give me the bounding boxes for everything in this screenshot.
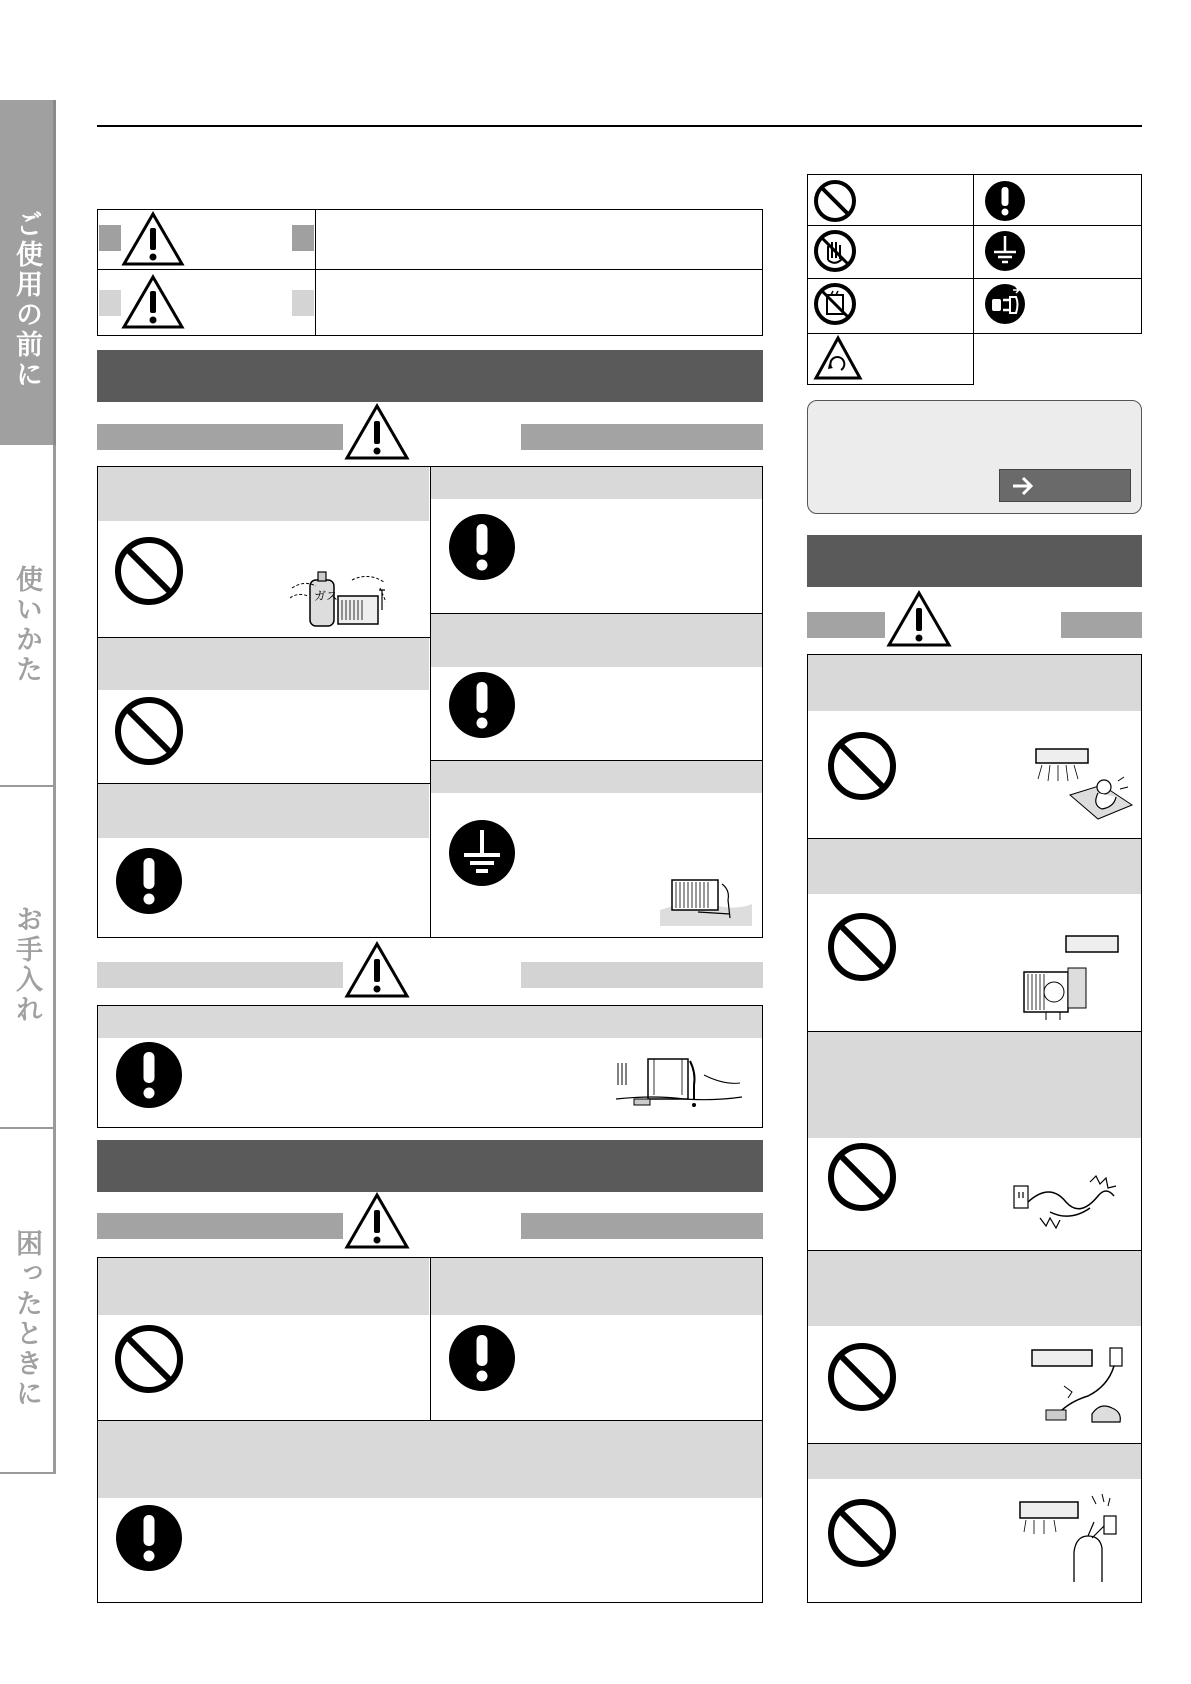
exclamation-circle-icon — [114, 1503, 184, 1573]
no-touch-icon — [813, 229, 857, 273]
side-tab-label: 困ったときに — [11, 1229, 42, 1409]
side-tab-troubleshooting[interactable] — [0, 1129, 56, 1474]
prohibition-circle-icon — [113, 535, 185, 607]
cell-header — [98, 784, 429, 838]
cell-header — [98, 638, 429, 690]
cell-header — [808, 1032, 1141, 1138]
legend-row-divider — [807, 278, 1142, 279]
exclamation-circle-icon — [983, 179, 1027, 223]
side-tab-how-to-use[interactable] — [0, 445, 56, 787]
outdoor-unit-ground-illustration — [658, 870, 754, 928]
warning-triangle-icon — [344, 1192, 410, 1250]
cell-header — [98, 1006, 762, 1038]
warning-triangle-icon — [121, 274, 185, 330]
exclamation-circle-icon — [447, 670, 517, 740]
side-tab-care[interactable] — [0, 787, 56, 1129]
cell-header — [431, 614, 762, 667]
legend-row-divider — [807, 225, 1142, 226]
warning-header-bar — [521, 1213, 763, 1239]
warning-header-bar — [807, 612, 885, 638]
warning-level-swatch — [292, 225, 314, 251]
cell-header — [808, 1251, 1141, 1326]
warning-triangle-icon — [886, 590, 952, 648]
prohibition-circle-icon — [113, 695, 185, 767]
warning-header-bar — [97, 424, 343, 450]
section-band-usage-right — [807, 535, 1142, 587]
legend-col-divider — [973, 174, 974, 334]
section-band-installation — [97, 350, 763, 402]
header-rule — [97, 125, 1142, 127]
exclamation-circle-icon — [114, 846, 184, 916]
cell-header — [808, 839, 1141, 894]
exclamation-circle-icon — [447, 512, 517, 582]
warning-triangle-icon — [344, 941, 410, 999]
prohibition-circle-icon — [826, 911, 898, 983]
caution-level-swatch — [292, 290, 314, 316]
warning-header-bar — [521, 424, 763, 450]
caution-header-bar — [97, 962, 343, 988]
ground-symbol-icon — [983, 229, 1027, 273]
prohibition-circle-icon — [813, 179, 857, 223]
caution-level-swatch — [99, 290, 121, 316]
side-tab-before-use[interactable] — [0, 100, 56, 445]
cell-header — [431, 1258, 762, 1315]
side-tab-label: お手入れ — [11, 905, 42, 1025]
side-tab-label: ご使用の前に — [11, 210, 42, 390]
legend-divider — [97, 269, 763, 270]
cell-header — [98, 1258, 429, 1315]
arrow-right-icon — [1010, 475, 1036, 497]
see-page-button[interactable] — [999, 469, 1131, 502]
section-band-usage — [97, 1140, 763, 1192]
ground-symbol-icon — [447, 818, 517, 888]
warning-header-bar — [1061, 612, 1142, 638]
indoor-outdoor-units-illustration — [1020, 932, 1120, 1022]
side-tab-label: 使いかた — [11, 565, 42, 685]
warning-triangle-icon — [344, 403, 410, 461]
no-wet-icon — [813, 282, 857, 326]
grid-divider — [430, 466, 431, 938]
cell-header — [98, 1421, 762, 1498]
legend-vdivider — [315, 209, 316, 336]
cell-header — [431, 761, 762, 793]
warning-header-bar — [97, 1213, 343, 1239]
wet-hand-plug-illustration — [1018, 1492, 1122, 1584]
prohibition-circle-icon — [826, 1341, 898, 1413]
exclamation-circle-icon — [447, 1323, 517, 1393]
prohibition-circle-icon — [826, 730, 898, 802]
cell-header — [808, 1444, 1141, 1479]
signal-word-table — [97, 209, 763, 336]
prohibition-circle-icon — [113, 1323, 185, 1395]
cell-header — [431, 467, 762, 499]
caution-header-bar — [521, 962, 763, 988]
cold-air-person-illustration — [1032, 745, 1138, 825]
damaged-cord-illustration — [1010, 1172, 1122, 1236]
warning-level-swatch — [99, 225, 121, 251]
symbol-legend-table — [807, 174, 1142, 334]
extension-cord-illustration — [1028, 1346, 1128, 1428]
gas-cylinder-illustration — [288, 566, 400, 630]
rotation-caution-icon — [813, 335, 863, 381]
prohibition-circle-icon — [826, 1497, 898, 1569]
cell-header — [98, 467, 429, 521]
unplug-icon — [983, 282, 1027, 326]
warning-triangle-icon — [121, 211, 185, 267]
cell-header — [808, 655, 1141, 711]
gas-label: ガス — [314, 589, 339, 603]
exclamation-circle-icon — [114, 1040, 184, 1110]
drain-hose-illustration — [614, 1055, 744, 1117]
prohibition-circle-icon — [826, 1141, 898, 1213]
